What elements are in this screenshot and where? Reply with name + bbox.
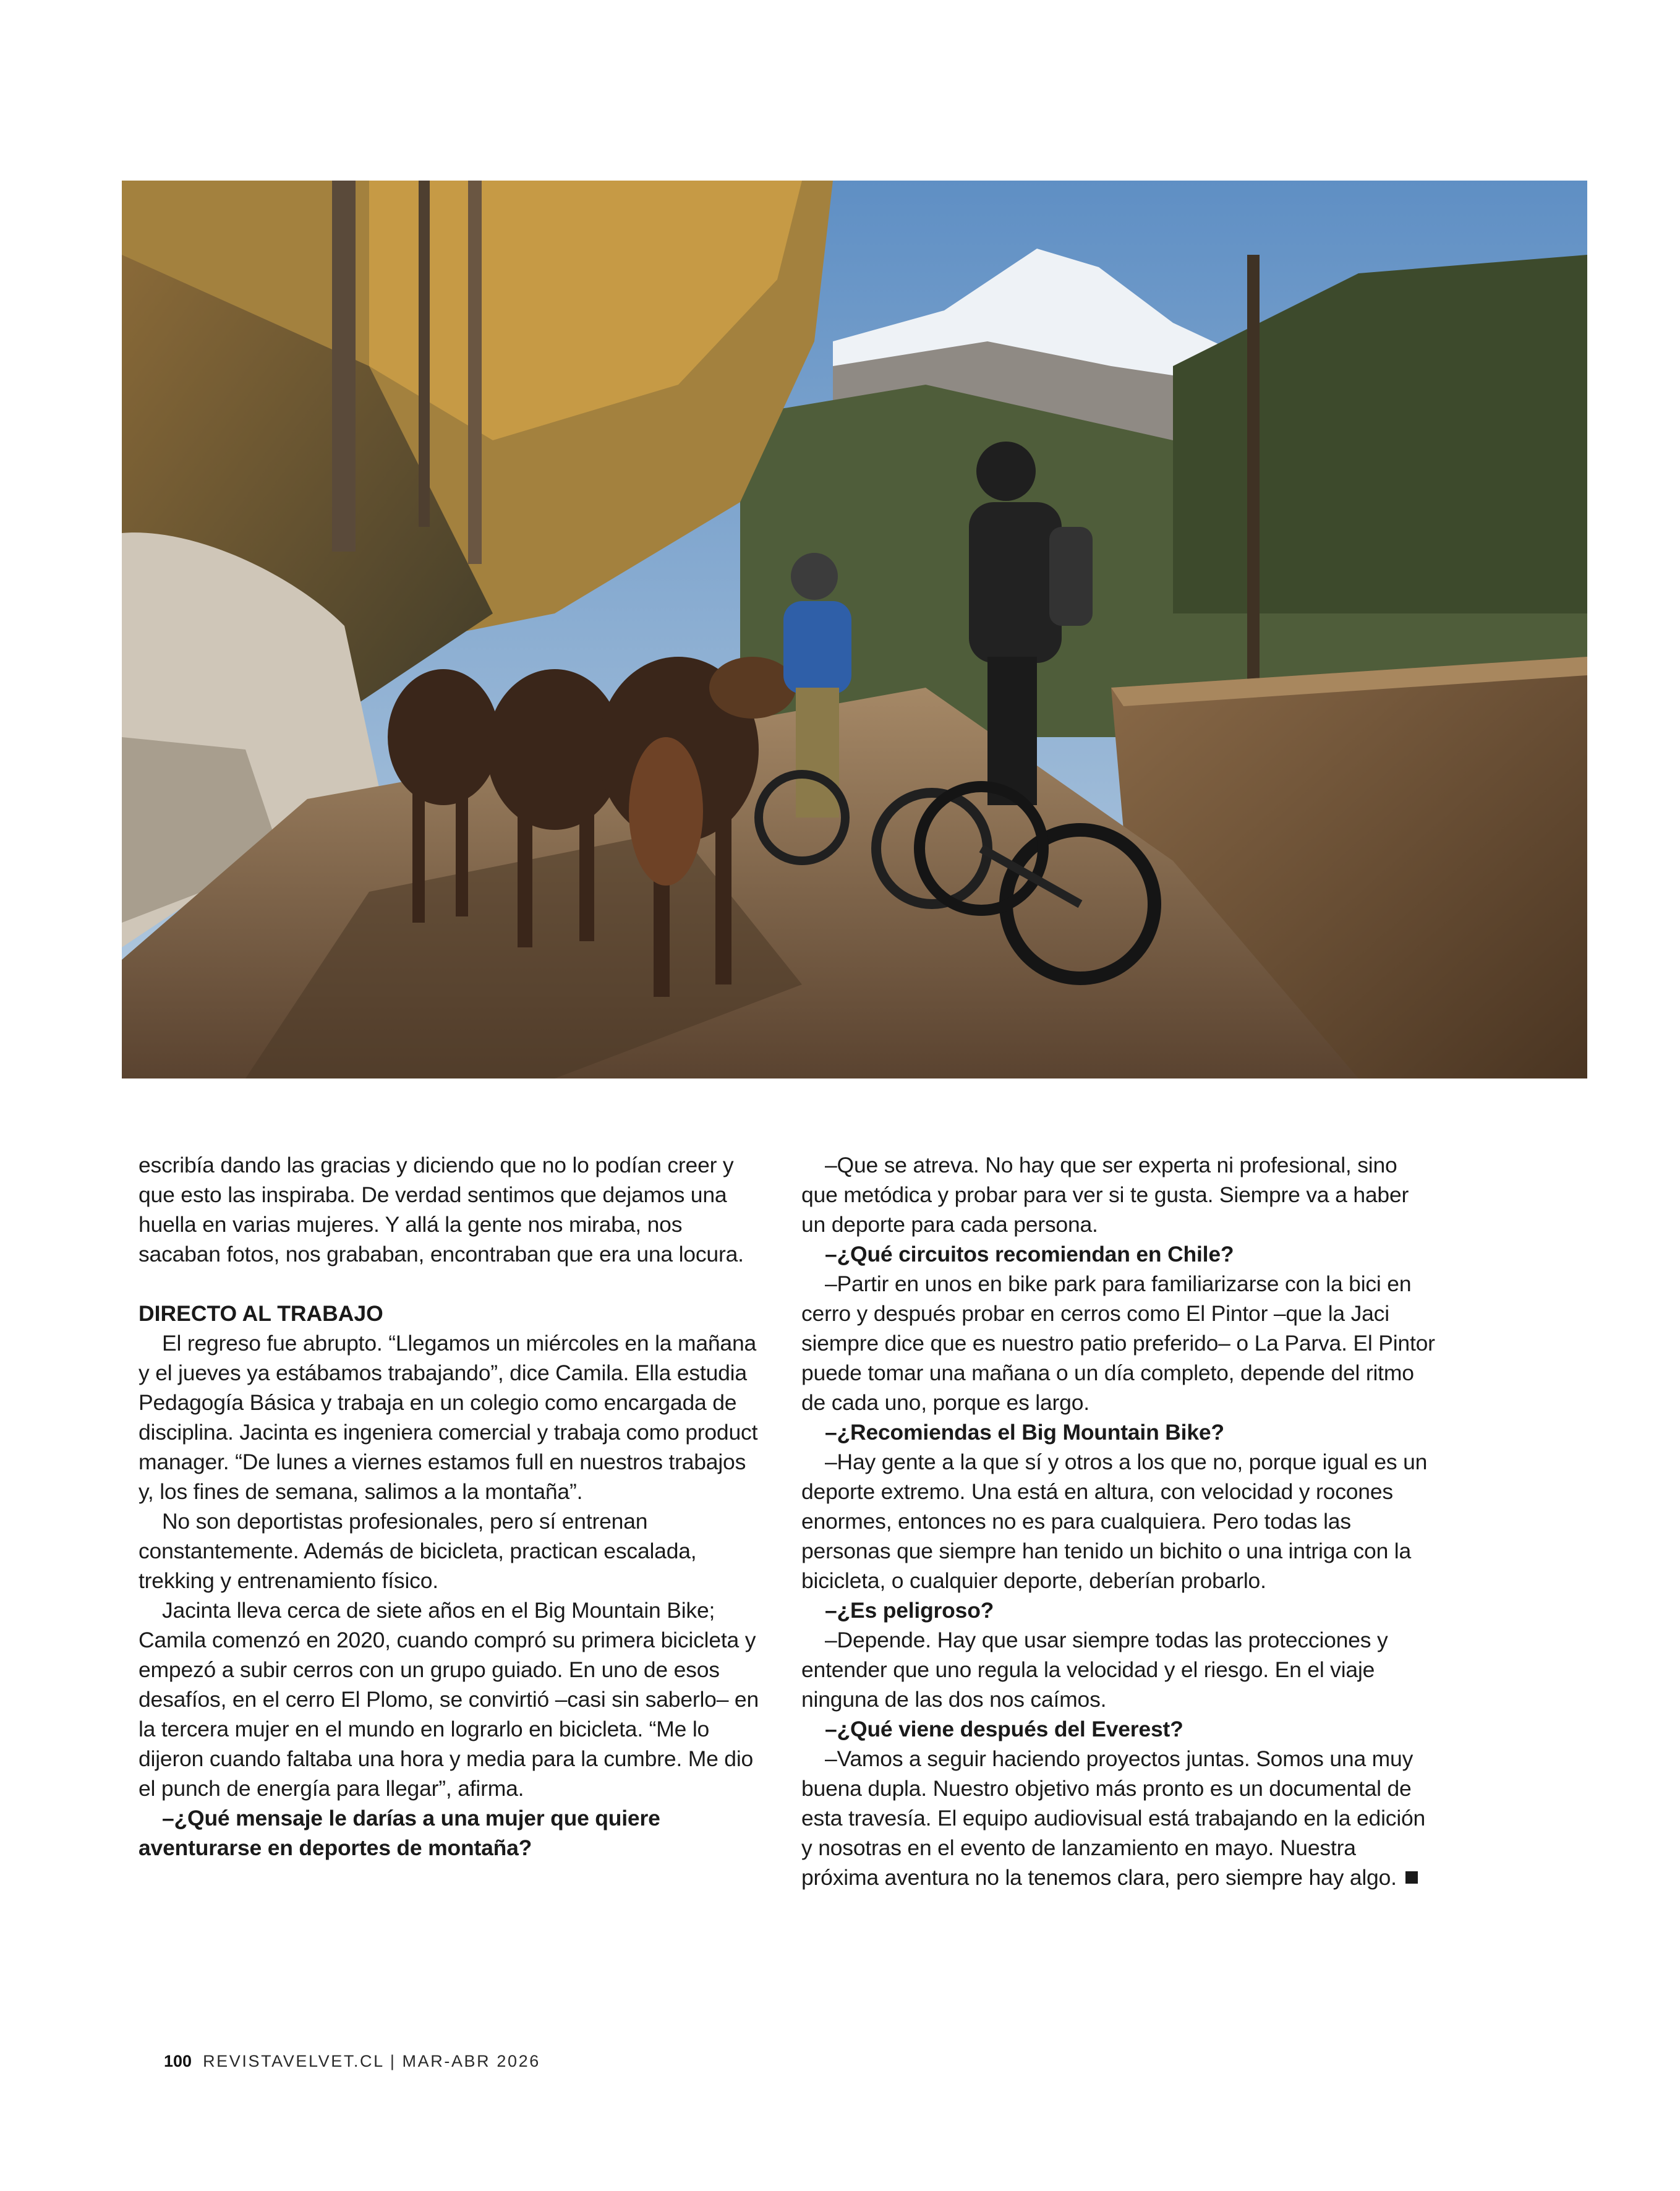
publication-info: REVISTAVELVET.CL | MAR-ABR 2026 [203,2052,540,2070]
end-square-icon [1405,1871,1418,1884]
interview-answer: –Que se atreva. No hay que ser experta ni profesional, sino que metódica y probar para ver si te gusta. Siempre va a haber un deporte para cada persona. [801,1153,1409,1237]
paragraph: No son deportistas profesionales, pero sí entrenan constantemente. Además de bicicleta, practican escalada, trekking y entrenamiento físico. [139,1509,697,1593]
interview-answer: –Partir en unos en bike park para familiarizarse con la bici en cerro y después probar en cerros como El Pintor –que la Jaci siempre dice que es nuestro patio preferido– o La Parva. El Pintor puede tomar una mañana o un día completo, depende del ritmo de cada uno, porque es largo. [801,1271,1435,1415]
right-column [801,1150,1438,1892]
paragraph: Jacinta lleva cerca de siete años en el Big Mountain Bike; Camila comenzó en 2020, cuando compró su primera bicicleta y empezó a subir cerros con un grupo guiado. En uno de esos desafíos, en el cerro El Plomo, se convirtió –casi sin saberlo– en la tercera mujer en el mundo en lograrlo en bicicleta. “Me lo dijeron cuando faltaba una hora y media para la cumbre. Me dio el punch de energía para llegar”, afirma. [139,1598,759,1801]
left-column [139,1150,760,1863]
interview-answer: –Hay gente a la que sí y otros a los que no, porque igual es un deporte extremo. Una está en altura, con velocidad y rocones enormes, entonces no es para cualquiera. Pero todas las personas que siempre han tenido un bichito o una intriga con la bicicleta, o cualquier deporte, deberían probarlo. [801,1450,1428,1593]
interview-answer-final [801,1744,1438,1892]
answer-text: –Vamos a seguir haciendo proyectos juntas. Somos una muy buena dupla. Nuestro objetivo más pronto es un documental de esta travesía. El equipo audiovisual está trabajando en la edición y nosotras en el evento de lanzamiento en mayo. Nuestra próxima aventura no la tenemos clara, pero siempre hay algo. [801,1746,1426,1890]
section-heading: DIRECTO AL TRABAJO [139,1301,383,1326]
article-photo [122,181,1587,1078]
interview-question: –¿Qué circuitos recomiendan en Chile? [825,1242,1234,1266]
page-number: 100 [164,2052,192,2070]
page-footer [164,2052,540,2071]
interview-question: –¿Qué viene después del Everest? [825,1717,1183,1741]
interview-question: –¿Qué mensaje le darías a una mujer que quiere aventurarse en deportes de montaña? [139,1806,660,1860]
photo-mountain-bikers-mules [122,181,1587,1078]
paragraph: El regreso fue abrupto. “Llegamos un miércoles en la mañana y el jueves ya estábamos trabajando”, dice Camila. Ella estudia Pedagogía Básica y trabaja en un colegio como encargada de disciplina. Jacinta es ingeniera comercial y trabaja como product manager. “De lunes a viernes estamos full en nuestros trabajos y, los fines de semana, salimos a la montaña”. [139,1331,758,1504]
interview-question: –¿Es peligroso? [825,1598,994,1623]
interview-answer: –Depende. Hay que usar siempre todas las protecciones y entender que uno regula la velocidad y el riesgo. En el viaje ninguna de las dos nos caímos. [801,1628,1388,1712]
interview-question: –¿Recomiendas el Big Mountain Bike? [825,1420,1224,1445]
paragraph: escribía dando las gracias y diciendo que no lo podían creer y que esto las inspiraba. De verdad sentimos que dejamos una huella en varias mujeres. Y allá la gente nos miraba, nos sacaban fotos, nos grababan, encontraban que era una locura. [139,1153,744,1266]
